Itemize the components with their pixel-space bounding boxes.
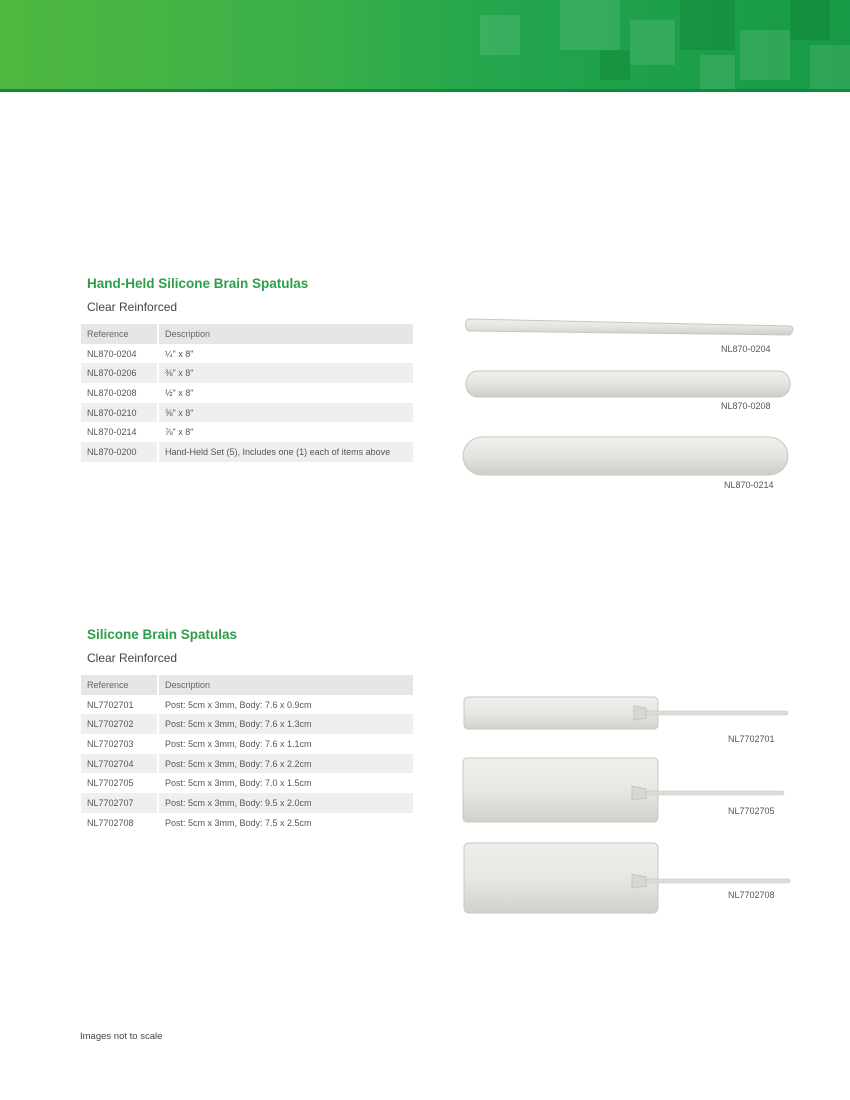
reference-cell: NL870-0200 bbox=[81, 442, 158, 462]
image-caption: NL7702708 bbox=[728, 890, 775, 900]
description-cell: Post: 5cm x 3mm, Body: 7.0 x 1.5cm bbox=[165, 778, 312, 789]
section2-title: Silicone Brain Spatulas bbox=[87, 627, 238, 642]
table-row bbox=[81, 695, 413, 715]
section1-title: Hand-Held Silicone Brain Spatulas bbox=[87, 276, 309, 291]
image-caption: NL870-0204 bbox=[721, 344, 771, 354]
table-header bbox=[81, 675, 413, 695]
image-caption: NL7702701 bbox=[728, 734, 775, 744]
reference-cell: NL7702707 bbox=[81, 793, 158, 813]
section2-table bbox=[81, 675, 413, 833]
description-cell: Hand-Held Set (5), Includes one (1) each of items above bbox=[158, 442, 413, 462]
description-cell: ⅝" x 8" bbox=[158, 403, 413, 423]
spatula-image-nl7702708 bbox=[464, 843, 790, 913]
table-row bbox=[81, 793, 413, 813]
column-header-reference: Reference bbox=[81, 675, 158, 695]
image-caption: NL7702705 bbox=[728, 806, 775, 816]
reference-cell: NL870-0204 bbox=[81, 344, 158, 364]
table-row bbox=[81, 754, 413, 774]
table-header bbox=[81, 324, 413, 344]
table-row bbox=[81, 773, 413, 793]
spatula-image-nl7702701 bbox=[464, 697, 788, 729]
spatula-image-nl870-0208 bbox=[466, 371, 790, 397]
description-cell: ⅜" x 8" bbox=[158, 363, 413, 383]
column-header-description: Description bbox=[158, 675, 413, 695]
reference-cell: NL870-0208 bbox=[81, 383, 158, 403]
table-row bbox=[81, 734, 413, 754]
description-cell: Post: 5cm x 3mm, Body: 7.6 x 1.3cm bbox=[158, 714, 413, 734]
table-row bbox=[81, 344, 413, 364]
section1-subtitle: Clear Reinforced bbox=[87, 300, 178, 314]
image-caption: NL870-0214 bbox=[724, 480, 774, 490]
table-row bbox=[81, 813, 413, 833]
description-cell: ⅞" x 8" bbox=[165, 427, 194, 438]
reference-cell: NL870-0210 bbox=[81, 403, 158, 423]
reference-cell: NL7702708 bbox=[81, 813, 158, 833]
table-row bbox=[81, 363, 413, 383]
description-cell: Post: 5cm x 3mm, Body: 9.5 x 2.0cm bbox=[158, 793, 413, 813]
description-cell: ¼" x 8" bbox=[165, 348, 194, 359]
column-header-reference: Reference bbox=[81, 324, 158, 344]
description-cell: ½" x 8" bbox=[165, 387, 194, 398]
description-cell: Post: 5cm x 3mm, Body: 7.6 x 0.9cm bbox=[165, 699, 312, 710]
table-row bbox=[81, 403, 413, 423]
spatula-image-nl870-0214 bbox=[463, 437, 788, 475]
description-cell: Post: 5cm x 3mm, Body: 7.5 x 2.5cm bbox=[165, 817, 312, 828]
table-row bbox=[81, 383, 413, 403]
reference-cell: NL870-0206 bbox=[81, 363, 158, 383]
description-cell: Post: 5cm x 3mm, Body: 7.6 x 1.1cm bbox=[165, 738, 312, 749]
reference-cell: NL7702701 bbox=[81, 695, 158, 715]
section1-table bbox=[81, 324, 413, 462]
column-header-description: Description bbox=[158, 324, 413, 344]
table-row bbox=[81, 714, 413, 734]
section2-product-images bbox=[460, 690, 800, 920]
table-row bbox=[81, 422, 413, 442]
reference-cell: NL7702705 bbox=[81, 773, 158, 793]
reference-cell: NL7702703 bbox=[81, 734, 158, 754]
reference-cell: NL7702702 bbox=[81, 714, 158, 734]
reference-cell: NL870-0214 bbox=[81, 422, 158, 442]
reference-cell: NL7702704 bbox=[81, 754, 158, 774]
image-caption: NL870-0208 bbox=[721, 401, 771, 411]
footnote: Images not to scale bbox=[80, 1031, 163, 1042]
spatula-image-nl870-0204 bbox=[466, 319, 794, 335]
section2-subtitle: Clear Reinforced bbox=[87, 651, 178, 665]
table-row bbox=[81, 442, 413, 462]
header-banner bbox=[0, 0, 850, 92]
description-cell: Post: 5cm x 3mm, Body: 7.6 x 2.2cm bbox=[158, 754, 413, 774]
